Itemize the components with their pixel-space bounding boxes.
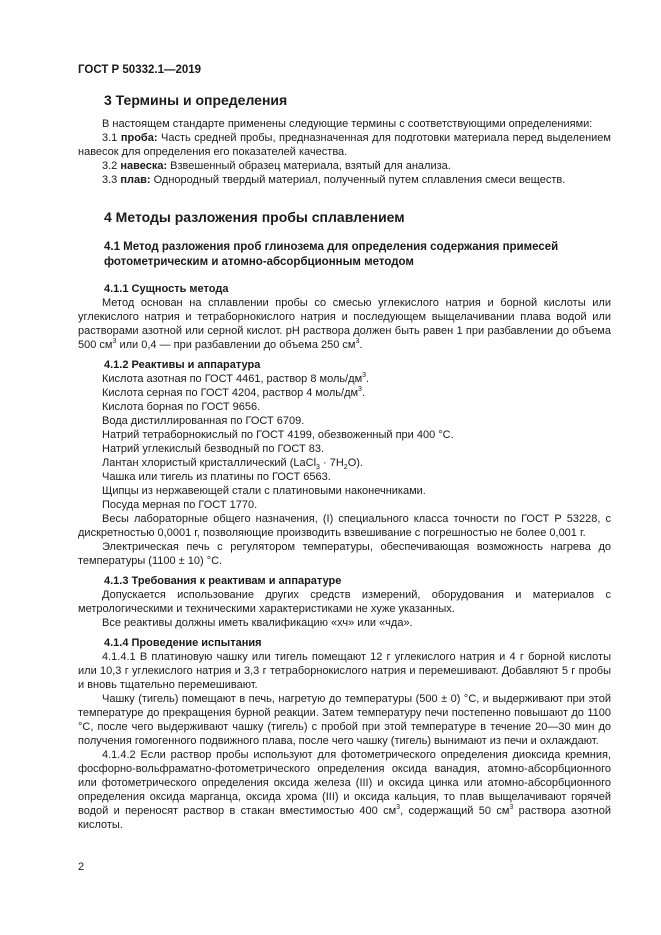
- reagent-item: Чашка или тигель из платины по ГОСТ 6563.: [102, 471, 331, 483]
- document-header: ГОСТ Р 50332.1—2019: [78, 64, 202, 76]
- procedure-4-1-4-2: 4.1.4.2 Если раствор пробы используют для фотометрического определения диоксида кремния, фосфорно-вольфраматно-фотометрического определения оксида ванадия, атомно-абсорбционного или фотометрического определения оксида железа (III) и оксида цинка или атомно-абсорбционного определения оксида марганца, оксида хрома (III) и оксида кальция, то плав выщелачивают горячей водой и переносят раствор в стакан вместимостью 400 $см^3$, содержащий 50 $см^3$ раствора азотной кислоты.: [78, 749, 612, 831]
- term-3-1: 3.1 проба: Часть средней пробы, предназначенная для подготовки материала перед выделением навесок для определения его показателей качества.: [78, 132, 611, 158]
- reagents-list: [78, 372, 611, 568]
- reagent-item: Кислота серная по ГОСТ 4204, раствор 4 моль/$дм^3$.: [102, 386, 366, 399]
- section-4-1-4-body: [78, 650, 611, 832]
- section-3-intro: В настоящем стандарте применены следующие термины с соответствующими определениями:: [102, 118, 593, 130]
- section-4-1-title: 4.1 Метод разложения проб глинозема для определения содержания примесей фотометрическим и атомно-абсорбционным методом: [104, 241, 559, 268]
- method-essence-text: Метод основан на сплавлении пробы со смесью углекислого натрия и борной кислоты или углекислого натрия и тетраборнокислого натрия и последующем выщелачивании плава водой или растворами азотной или серной кислот. pH раствора должен быть равен 1 при разбавлении до объема 500 $см^3$ или 0,4 — при разбавлении до объема 250 $см^3$.: [78, 297, 611, 351]
- reagent-item: Кислота азотная по ГОСТ 4461, раствор 8 моль/$дм^3$.: [102, 372, 370, 385]
- requirements-text: Допускается использование других средств измерений, оборудования и материалов с метрологическими и техническими характеристиками не хуже указанных.: [78, 589, 611, 615]
- section-3-title: 3 Термины и определения: [104, 92, 288, 108]
- reagent-item: Натрий тетраборнокислый по ГОСТ 4199, обезвоженный при 400 °C.: [102, 429, 454, 441]
- procedure-heating: Чашку (тигель) помещают в печь, нагретую до температуры (500 ± 0) °C, и выдерживают при этой температуре до прекращения бурной реакции. Затем температуру печи постепенно повышают до 1100 °C, после чего выдерживают чашку (тигель) с пробой при этой температуре в течение 20—30 мин до получения гомогенного подвижного плава, после чего чашку (тигель) вынимают из печи и охлаждают.: [78, 693, 611, 747]
- page-number: 2: [78, 861, 85, 873]
- reagent-item: Натрий углекислый безводный по ГОСТ 83.: [102, 443, 325, 455]
- reagent-item: Кислота борная по ГОСТ 9656.: [102, 401, 261, 413]
- term-3-2: 3.2 навеска: Взвешенный образец материала, взятый для анализа.: [102, 160, 451, 172]
- reagent-item: Вода дистиллированная по ГОСТ 6709.: [102, 415, 305, 427]
- section-4-1-2-title: 4.1.2 Реактивы и аппаратура: [104, 359, 261, 371]
- section-3-body: [78, 117, 611, 187]
- reagent-item: Лантан хлористый кристаллический (LaCl$_3$ · $7H_2O$).: [102, 457, 363, 471]
- procedure-4-1-4-1: 4.1.4.1 В платиновую чашку или тигель помещают 12 г углекислого натрия и 4 г борной кислоты или 10,3 г углекислого натрия и 3,3 г тетраборнокислого натрия и перемешивают. Добавляют 5 г пробы и вновь тщательно перемешивают.: [78, 651, 611, 691]
- reagent-grade-text: Все реактивы должны иметь квалификацию «хч» или «чда».: [102, 617, 413, 629]
- section-4-title: 4 Методы разложения пробы сплавлением: [104, 209, 405, 225]
- section-4-1-3-body: [78, 588, 611, 630]
- scales-text: Весы лабораторные общего назначения, (I) специального класса точности по ГОСТ Р 53228, с дискретностью 0,0001 г, позволяющие производить взвешивание с погрешностью не более 0,001 г.: [78, 513, 611, 539]
- term-3-3: 3.3 плав: Однородный твердый материал, полученный путем сплавления смеси веществ.: [102, 174, 566, 186]
- furnace-text: Электрическая печь с регулятором температуры, обеспечивающая возможность нагрева до температуры (1100 ± 10) °C.: [78, 541, 611, 567]
- section-4-1-1-body: [78, 296, 611, 352]
- section-4-1-1-title: 4.1.1 Сущность метода: [104, 283, 229, 295]
- reagent-item: Посуда мерная по ГОСТ 1770.: [102, 499, 258, 511]
- reagent-item: Щипцы из нержавеющей стали с платиновыми наконечниками.: [102, 485, 426, 497]
- section-4-1-3-title: 4.1.3 Требования к реактивам и аппаратуре: [104, 575, 342, 587]
- document-body: [78, 63, 611, 832]
- section-4-1-4-title: 4.1.4 Проведение испытания: [104, 637, 262, 649]
